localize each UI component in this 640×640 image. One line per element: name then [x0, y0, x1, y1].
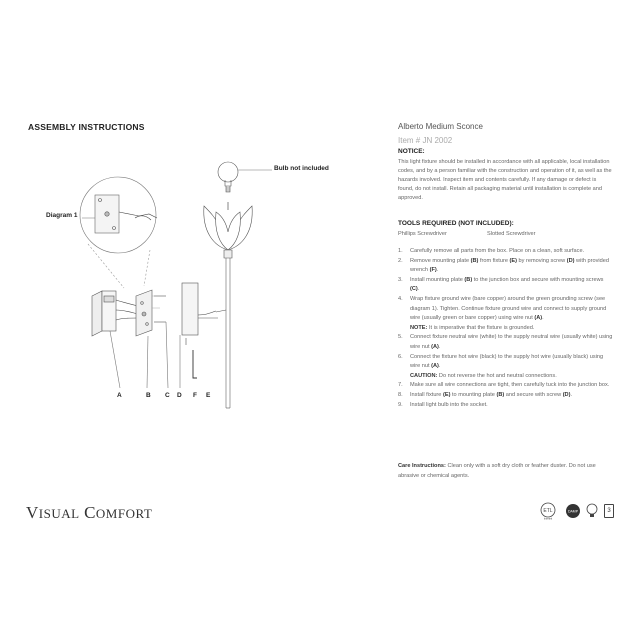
fixture-backplate: [180, 283, 218, 388]
item-number: Item # JN 2002: [398, 136, 453, 145]
step-text: Carefully remove all parts from the box. Place on a clean, soft surface.: [410, 248, 585, 254]
fixture-stem: [216, 258, 230, 408]
instruction-step: [398, 333, 614, 352]
etl-listed-icon: [538, 502, 558, 520]
step-number: 4.: [398, 295, 403, 302]
mounting-screws: [154, 296, 168, 388]
part-label-e: E: [206, 392, 211, 399]
wire-markers: [152, 296, 160, 308]
lotus-shade: [204, 202, 252, 258]
bulb-icon: [585, 502, 599, 520]
step-number: 2.: [398, 257, 403, 264]
step-text: Make sure all wire connections are tight, then carefully tuck into the junction box.: [410, 382, 610, 389]
step-number: 7.: [398, 382, 403, 389]
tools-heading: TOOLS REQUIRED (NOT INCLUDED):: [398, 220, 514, 227]
assembly-diagram: [0, 140, 380, 420]
part-label-b: B: [146, 392, 151, 399]
instruction-step: [398, 401, 614, 411]
step-text: Install fixture (E) to mounting plate (B) and secure with screw (D).: [410, 391, 573, 398]
bulb: [218, 162, 272, 192]
part-label-f: F: [193, 392, 197, 399]
mounting-plate: [136, 290, 152, 388]
instruction-step: [398, 247, 614, 257]
step-number: 1.: [398, 248, 403, 254]
instruction-step: [398, 257, 614, 276]
instruction-step: [398, 353, 614, 372]
notice-text: This light fixture should be installed in accordance with all applicable, local installation codes, and by a person familiar with the construction and operation of it, as well as the hazards involved. Inspect item and contents carefully. If any damage or defect is found, do not install. Retain all packaging material until installation is complete and approved.: [398, 159, 612, 201]
part-label-d: D: [177, 392, 182, 399]
care-heading: Care Instructions:: [398, 463, 446, 469]
instruction-step: [398, 276, 614, 295]
svg-text:Intertek: Intertek: [543, 517, 553, 520]
step-text: Connect fixture neutral wire (white) to the supply neutral wire (usually white) using wire nut (A).: [410, 334, 613, 350]
svg-text:ETL: ETL: [543, 508, 553, 514]
instruction-step: [398, 381, 614, 391]
allen-wrench: [193, 350, 197, 378]
care-instructions: [398, 462, 612, 481]
part-label-c: C: [165, 392, 170, 399]
step-text: Install light bulb into the socket.: [410, 401, 488, 408]
instruction-steps: [398, 247, 614, 410]
step-number: 9.: [398, 401, 403, 408]
bulb-not-included-label: Bulb not included: [274, 165, 329, 172]
brand-logo: VISUAL COMFORT: [26, 503, 153, 522]
bulb-count-icon: 3: [604, 504, 614, 518]
step-text: Remove mounting plate (B) from fixture (E) by removing screw (D) with provided wrench (F).: [410, 257, 609, 274]
step-text: Connect the fixture hot wire (black) to the supply hot wire (usually black) using wire nut (A).: [410, 353, 604, 370]
junction-box: [92, 291, 138, 388]
product-name: Alberto Medium Sconce: [398, 122, 483, 131]
damp-rated-icon: [564, 502, 582, 520]
step-number: 5.: [398, 334, 403, 341]
tool-phillips: Phillips Screwdriver: [398, 231, 447, 237]
notice-heading: NOTICE:: [398, 148, 425, 155]
step-number: 6.: [398, 353, 403, 360]
care-text: Clean only with a soft dry cloth or feather duster. Do not use abrasive or chemical agents.: [398, 463, 596, 479]
diagram-1-label: Diagram 1: [46, 212, 78, 219]
step-text: Wrap fixture ground wire (bare copper) around the green grounding screw (see diagram 1). Tighten. Continue fixture ground wire and connect to supply ground wire (usually green or bare copper) using wire nut (A).: [410, 295, 607, 322]
step-text: Install mounting plate (B) to the junction box and secure with mounting screws (C).: [410, 276, 604, 293]
svg-text:DAMP: DAMP: [567, 509, 579, 514]
assembly-instructions-title: ASSEMBLY INSTRUCTIONS: [28, 122, 145, 132]
instruction-step: [398, 391, 614, 401]
part-label-a: A: [117, 392, 122, 399]
step-text: CAUTION: Do not reverse the hot and neutral connections.: [410, 372, 557, 379]
step-text: NOTE: It is imperative that the fixture is grounded.: [410, 324, 535, 331]
step-number: 3.: [398, 276, 403, 283]
instruction-step: [398, 324, 614, 334]
step-number: 8.: [398, 391, 403, 398]
detail-circle: [80, 177, 157, 288]
tool-slotted: Slotted Screwdriver: [487, 231, 536, 237]
instruction-step: [398, 372, 614, 382]
instruction-step: [398, 295, 614, 324]
